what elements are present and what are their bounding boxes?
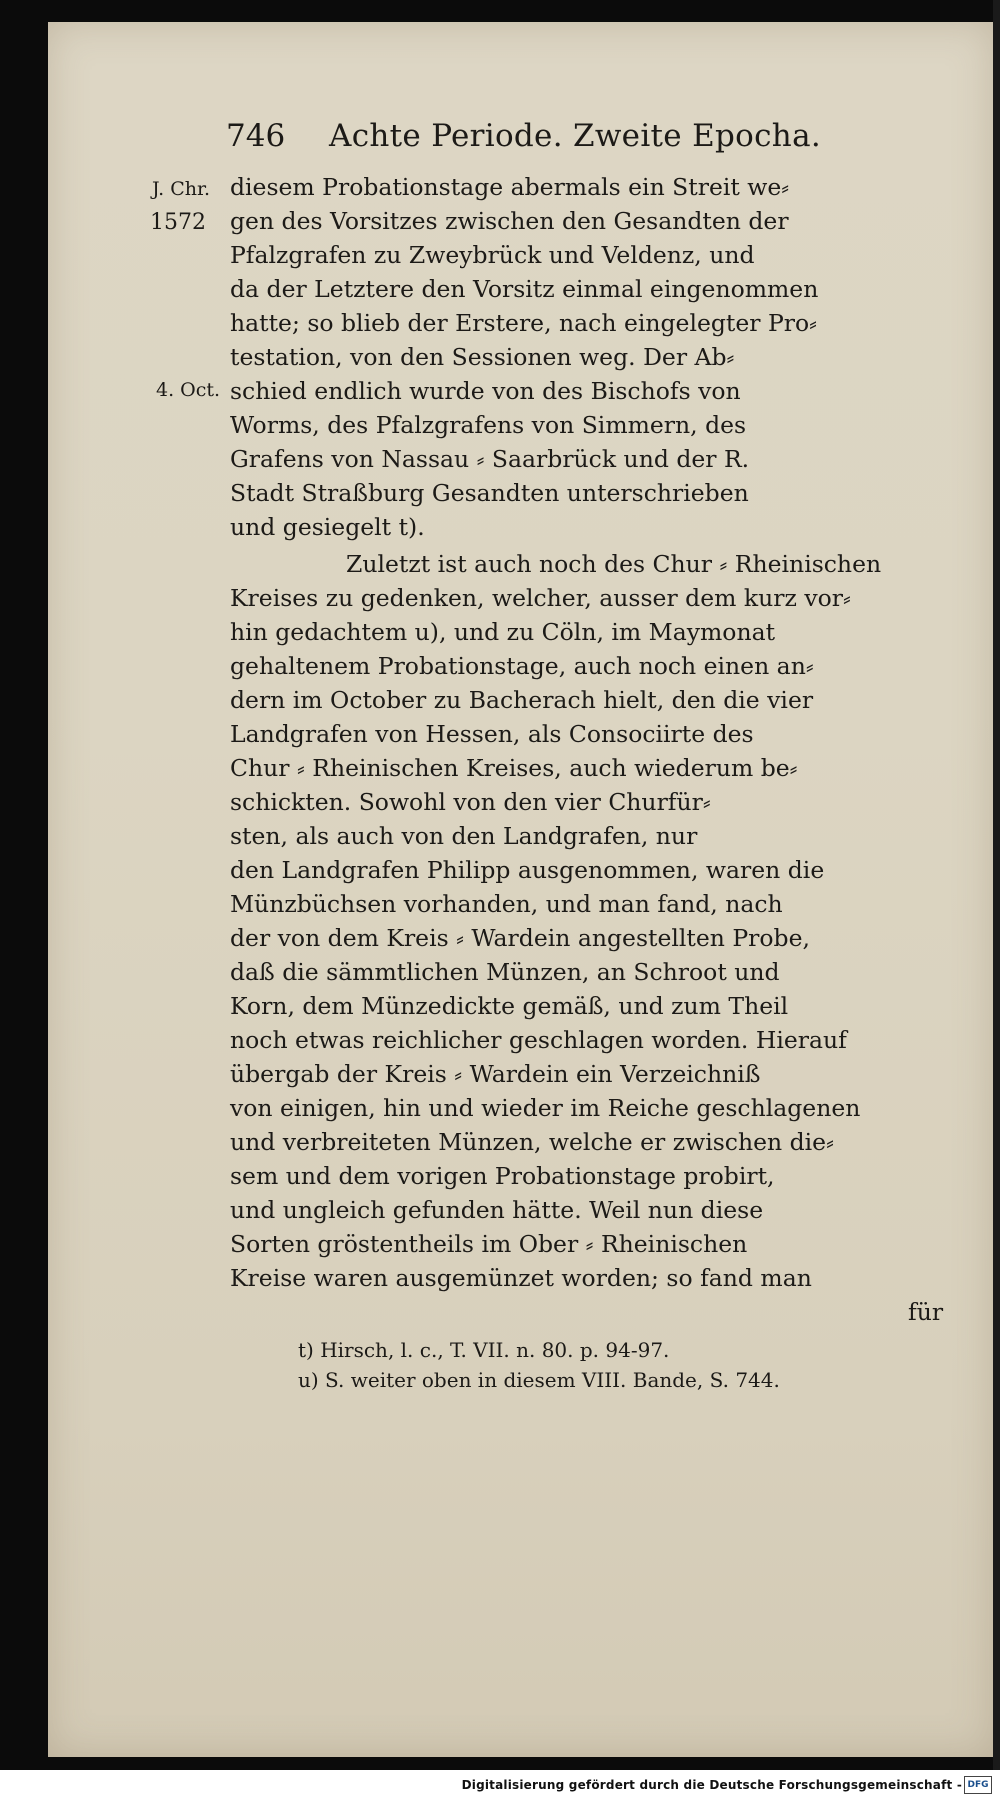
body-line: Pfalzgrafen zu Zweybrück und Veldenz, und <box>230 241 755 269</box>
body-line: von einigen, hin und wieder im Reiche geschlagenen <box>230 1094 861 1122</box>
page-number: 746 <box>226 118 286 154</box>
running-header <box>226 118 821 154</box>
body-line: Kreise waren ausgemünzet worden; so fand man <box>230 1264 812 1292</box>
body-line: übergab der Kreis ⸗ Wardein ein Verzeichniß <box>230 1060 761 1088</box>
body-line: den Landgrafen Philipp ausgenommen, waren die <box>230 856 825 884</box>
body-line: Landgrafen von Hessen, als Consociirte des <box>230 720 754 748</box>
credit-text: Digitalisierung gefördert durch die Deutsche Forschungsgemeinschaft - <box>461 1778 962 1792</box>
body-line: Stadt Straßburg Gesandten unterschrieben <box>230 479 749 507</box>
body-line: hatte; so blieb der Erstere, nach eingelegter Pro⸗ <box>230 309 817 337</box>
body-line: der von dem Kreis ⸗ Wardein angestellten Probe, <box>230 924 810 952</box>
body-line: noch etwas reichlicher geschlagen worden. Hierauf <box>230 1026 847 1054</box>
footnote-t: t) Hirsch, l. c., T. VII. n. 80. p. 94-97. <box>298 1338 670 1362</box>
body-line: und verbreiteten Münzen, welche er zwischen die⸗ <box>230 1128 834 1156</box>
scan-edge <box>993 0 1000 1801</box>
body-line: Worms, des Pfalzgrafens von Simmern, des <box>230 411 747 439</box>
body-line: diesem Probationstage abermals ein Streit we⸗ <box>230 173 790 201</box>
body-line: Zuletzt ist auch noch des Chur ⸗ Rheinischen <box>346 550 882 578</box>
body-line: Chur ⸗ Rheinischen Kreises, auch wiederum be⸗ <box>230 754 798 782</box>
margin-era: J. Chr. <box>152 178 211 200</box>
book-page <box>48 22 993 1757</box>
body-line: schickten. Sowohl von den vier Churfür⸗ <box>230 788 711 816</box>
body-line: hin gedachtem u), und zu Cöln, im Maymonat <box>230 618 776 646</box>
body-line: dern im October zu Bacherach hielt, den die vier <box>230 686 814 714</box>
body-line: sem und dem vorigen Probationstage probirt, <box>230 1162 775 1190</box>
body-line: sten, als auch von den Landgrafen, nur <box>230 822 698 850</box>
margin-date: 4. Oct. <box>156 379 221 401</box>
body-line: gen des Vorsitzes zwischen den Gesandten der <box>230 207 789 235</box>
body-line: da der Letztere den Vorsitz einmal eingenommen <box>230 275 819 303</box>
catchword: für <box>908 1298 944 1326</box>
dfg-logo: DFG <box>964 1776 992 1794</box>
body-line: Münzbüchsen vorhanden, und man fand, nach <box>230 890 783 918</box>
footnote-u: u) S. weiter oben in diesem VIII. Bande, S. 744. <box>298 1368 780 1392</box>
body-line: gehaltenem Probationstage, auch noch einen an⸗ <box>230 652 814 680</box>
body-line: testation, von den Sessionen weg. Der Ab⸗ <box>230 343 735 371</box>
body-line: Sorten gröstentheils im Ober ⸗ Rheinischen <box>230 1230 748 1258</box>
running-title: Achte Periode. Zweite Epocha. <box>329 118 822 154</box>
body-line: Korn, dem Münzedickte gemäß, und zum Theil <box>230 992 789 1020</box>
body-line: Grafens von Nassau ⸗ Saarbrück und der R. <box>230 445 750 473</box>
body-line: schied endlich wurde von des Bischofs von <box>230 377 741 405</box>
body-line: daß die sämmtlichen Münzen, an Schroot und <box>230 958 780 986</box>
margin-year: 1572 <box>150 210 206 235</box>
body-line: und gesiegelt t). <box>230 513 425 541</box>
body-line: und ungleich gefunden hätte. Weil nun diese <box>230 1196 764 1224</box>
body-line: Kreises zu gedenken, welcher, ausser dem kurz vor⸗ <box>230 584 851 612</box>
